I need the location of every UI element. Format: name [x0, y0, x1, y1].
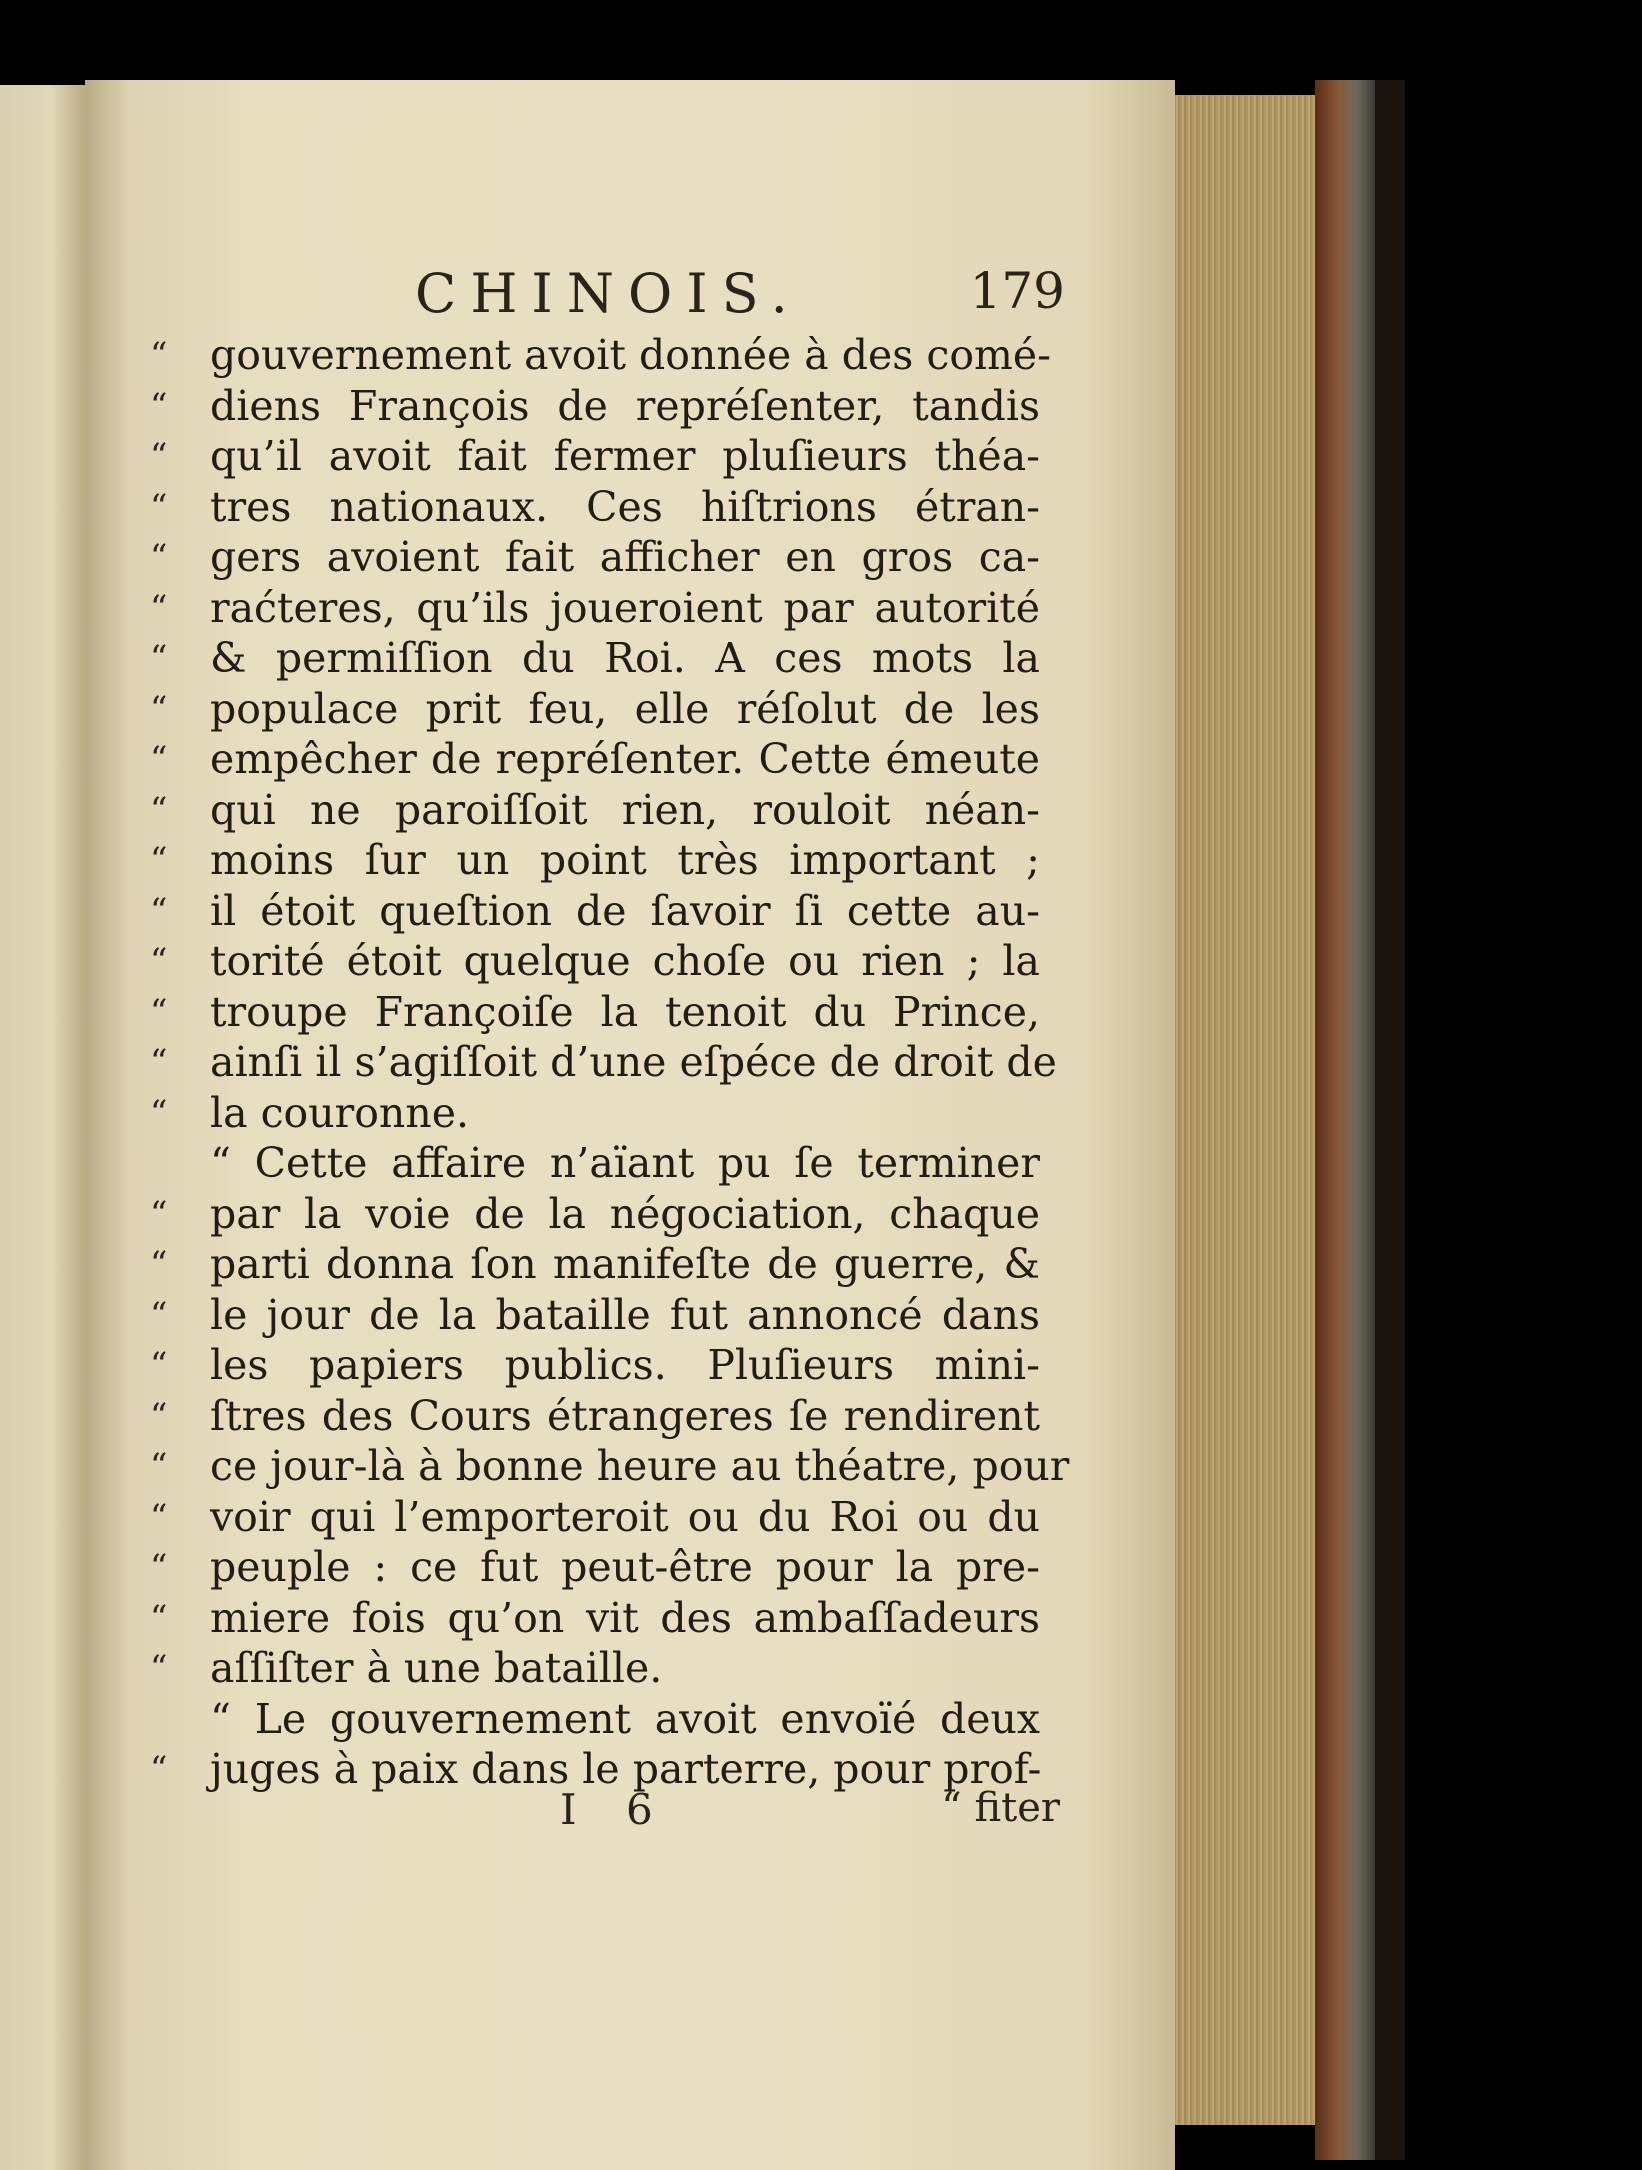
margin-quote-mark: “: [150, 436, 168, 476]
text-line: [150, 1441, 1070, 1492]
line-text: qui ne paroiſſoit rien, rouloit néan-: [210, 785, 1040, 834]
text-line: [150, 633, 1060, 684]
margin-quote-mark: “: [150, 1395, 168, 1436]
text-line: [150, 1391, 1060, 1442]
text-line: [150, 936, 1060, 987]
margin-quote-mark: “: [150, 1648, 168, 1688]
margin-quote-mark: “: [150, 1547, 168, 1587]
margin-quote-mark: “: [150, 890, 168, 931]
line-text: ce jour-là à bonne heure au théatre, pour: [210, 1442, 1070, 1490]
line-text: parti donna ſon manifeſte de guerre, &: [210, 1240, 1040, 1288]
line-text: aſſiſter à une bataille.: [210, 1644, 663, 1692]
leather-cover: [1315, 80, 1375, 2160]
page-number: 179: [969, 262, 1065, 320]
margin-quote-mark: “: [150, 688, 168, 729]
text-line: [150, 987, 1060, 1038]
text-line: [150, 886, 1060, 937]
line-text: populace prit feu, elle réſolut de les: [210, 684, 1040, 733]
text-line: [150, 1593, 1060, 1644]
text-line: [150, 482, 1060, 533]
catchword: “ fiter: [941, 1785, 1060, 1831]
line-text: diens François de repréſenter, tandis: [210, 381, 1040, 430]
text-line: [150, 330, 1060, 381]
text-line: [150, 785, 1060, 836]
text-line: [150, 381, 1060, 432]
text-line: [150, 1542, 1060, 1593]
margin-quote-mark: “: [150, 1193, 168, 1234]
margin-quote-mark: “: [150, 1042, 168, 1082]
text-line: [150, 431, 1060, 482]
line-text: “ Cette affaire n’aïant pu ſe terminer: [210, 1139, 1040, 1187]
line-text: raćteres, qu’ils joueroient par autorité: [210, 583, 1040, 632]
line-text: gouvernement avoit donnée à des comé-: [210, 331, 1052, 379]
running-head: CHINOIS.: [415, 262, 802, 325]
text-line: [150, 1643, 1060, 1694]
text-line: [210, 1138, 1060, 1189]
margin-quote-mark: “: [150, 1496, 168, 1537]
line-text: “ Le gouvernement avoit envoïé deux: [210, 1694, 1040, 1743]
text-line: [150, 532, 1060, 583]
margin-quote-mark: “: [150, 1092, 168, 1133]
text-line: [150, 583, 1060, 634]
margin-quote-mark: “: [150, 739, 168, 779]
line-text: les papiers publics. Pluſieurs mini-: [210, 1341, 1040, 1389]
line-text: ainſi il s’agiſſoit d’une eſpéce de droit de: [210, 1038, 1057, 1086]
margin-quote-mark: “: [150, 537, 168, 577]
previous-page-edge: [0, 85, 85, 2170]
margin-quote-mark: “: [150, 1597, 168, 1638]
text-line: [150, 1088, 1060, 1139]
margin-quote-mark: “: [150, 1244, 168, 1284]
text-line: [150, 1189, 1060, 1240]
page-block-edges: [1175, 95, 1315, 2125]
line-text: voir qui l’emporteroit ou du Roi ou du: [210, 1492, 1040, 1541]
line-text: & permiſſion du Roi. A ces mots la: [210, 634, 1040, 682]
margin-quote-mark: “: [150, 1446, 168, 1486]
cover-edge: [1375, 80, 1405, 2160]
margin-quote-mark: “: [150, 638, 168, 678]
margin-quote-mark: “: [150, 941, 168, 981]
line-text: par la voie de la négociation, chaque: [210, 1189, 1040, 1238]
line-text: la couronne.: [210, 1088, 470, 1137]
line-text: le jour de la bataille fut annoncé dans: [210, 1290, 1040, 1339]
page-footer: [560, 1785, 1060, 1845]
margin-quote-mark: “: [150, 385, 168, 426]
margin-quote-mark: “: [150, 486, 168, 527]
line-text: il étoit queſtion de ſavoir ſi cette au-: [210, 886, 1040, 935]
margin-quote-mark: “: [150, 1345, 168, 1385]
text-line: [210, 1694, 1060, 1745]
text-line: [150, 835, 1060, 886]
margin-quote-mark: “: [150, 840, 168, 880]
line-text: moins ſur un point très important ;: [210, 836, 1040, 884]
line-text: tres nationaux. Ces hiſtrions étran-: [210, 482, 1040, 531]
line-text: gers avoient fait afficher en gros ca-: [210, 533, 1040, 581]
text-line: [150, 1037, 1060, 1088]
line-text: ſtres des Cours étrangeres ſe rendirent: [210, 1391, 1040, 1440]
line-text: miere fois qu’on vit des ambaſſadeurs: [210, 1593, 1040, 1642]
text-line: [150, 734, 1060, 785]
margin-quote-mark: “: [150, 789, 168, 830]
text-line: [150, 1492, 1060, 1543]
margin-quote-mark: “: [150, 991, 168, 1032]
text-line: [150, 1239, 1060, 1290]
margin-quote-mark: “: [150, 1749, 168, 1789]
body-text: [150, 330, 1070, 1795]
line-text: juges à paix dans le parterre, pour prof-: [210, 1745, 1042, 1793]
margin-quote-mark: “: [150, 1294, 168, 1335]
line-text: qu’il avoit fait fermer pluſieurs théa-: [210, 432, 1040, 480]
line-text: torité étoit quelque choſe ou rien ; la: [210, 937, 1040, 985]
line-text: empêcher de repréſenter. Cette émeute: [210, 735, 1040, 783]
line-text: peuple : ce fut peut-être pour la pre-: [210, 1543, 1040, 1591]
text-line: [150, 1340, 1060, 1391]
line-text: troupe Françoiſe la tenoit du Prince,: [210, 987, 1040, 1036]
margin-quote-mark: “: [150, 587, 168, 628]
text-line: [150, 684, 1060, 735]
signature-mark: I 6: [560, 1785, 671, 1834]
text-line: [150, 1290, 1060, 1341]
margin-quote-mark: “: [150, 335, 168, 375]
page-header: [385, 262, 1065, 332]
